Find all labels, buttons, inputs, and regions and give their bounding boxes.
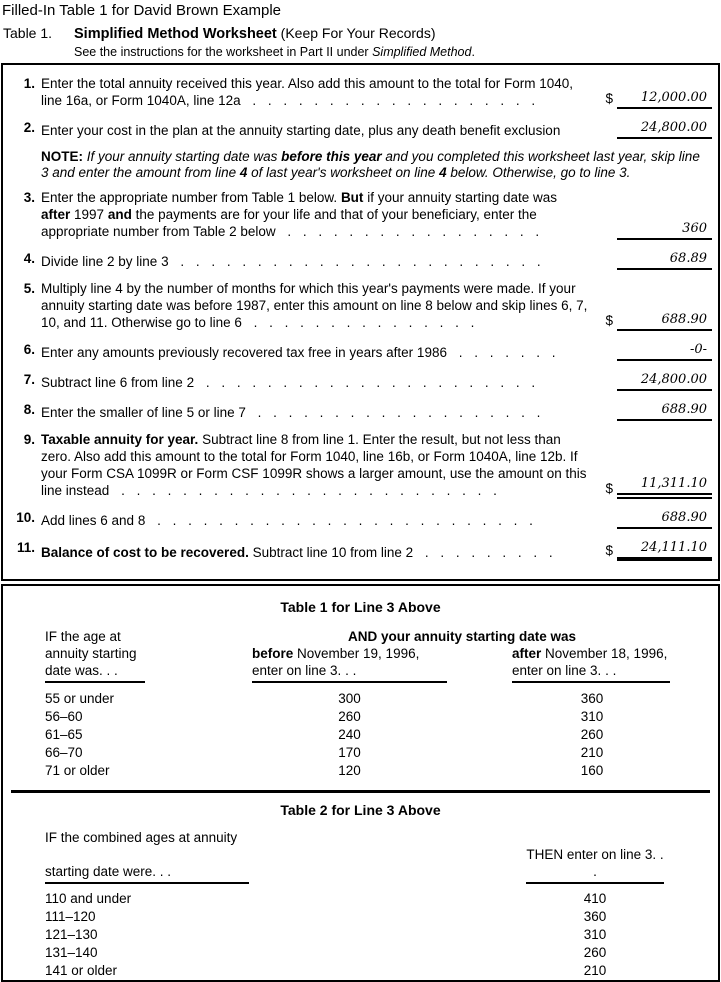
table2-value-cell: 260 xyxy=(583,945,607,960)
table1-row xyxy=(45,762,718,779)
table2-ages-cell: 111–120 xyxy=(45,909,96,924)
table2-ages-cell: 141 or older xyxy=(45,963,118,978)
table1-after-header-line2: enter on line 3. . . xyxy=(512,662,670,683)
item-number: 7. xyxy=(23,372,35,387)
page-title: Filled-In Table 1 for David Brown Example xyxy=(2,2,282,19)
item-amount xyxy=(598,311,718,331)
table-caption-body xyxy=(74,25,475,59)
table1-col1-header-underlined: date was. . . xyxy=(45,662,145,683)
table2-row xyxy=(45,890,718,907)
item-number: 9. xyxy=(23,432,35,447)
table2-value-cell: 360 xyxy=(583,909,607,924)
table1-row-spacer xyxy=(447,690,512,707)
item-number: 3. xyxy=(23,190,35,205)
worksheet-item xyxy=(3,371,718,391)
table1-col1-header-line2: annuity starting xyxy=(45,646,137,661)
item-text xyxy=(41,404,598,421)
item-text xyxy=(41,374,598,391)
worksheet-subheading xyxy=(74,45,475,59)
table2-col2-header-underlined: THEN enter on line 3. . . xyxy=(526,846,664,884)
worksheet-item xyxy=(3,341,718,361)
table2-ages-cell: 110 and under xyxy=(45,891,132,906)
item-text xyxy=(41,544,598,561)
worksheet-heading xyxy=(74,25,475,42)
table1-row xyxy=(45,708,718,725)
item-text-segment: Enter the appropriate number from Table 1 below. xyxy=(41,190,341,205)
worksheet-item xyxy=(3,280,718,331)
worksheet-heading-rest: (Keep For Your Records) xyxy=(276,25,436,41)
table2-row xyxy=(45,926,718,943)
dot-leader: . . . . . . . . . . . . . . . . . . . xyxy=(245,405,541,420)
item-amount xyxy=(598,475,718,499)
note-text-segment: of last year's worksheet on line xyxy=(247,164,440,180)
item-value: 688.90 xyxy=(617,509,712,529)
table2-row xyxy=(45,908,718,925)
item-text-segment: Enter any amounts previously recovered tax free in years after 1986 xyxy=(41,345,447,360)
item-text-segment: Enter your cost in the plan at the annuity starting date, plus any death benefit exclusion xyxy=(41,123,561,138)
item-text xyxy=(41,189,598,240)
table1-before-value: 300 xyxy=(338,691,361,706)
worksheet-item xyxy=(3,431,718,499)
item-text xyxy=(41,512,598,529)
item-amount xyxy=(598,371,718,391)
item-text-segment: Taxable annuity for year. xyxy=(41,432,199,447)
lookup-tables-box xyxy=(1,584,720,982)
table1-header-row-1 xyxy=(45,628,718,645)
item-number: 8. xyxy=(23,402,35,417)
worksheet-box xyxy=(1,63,720,581)
table1-after-header xyxy=(512,645,672,662)
dot-leader: . . . . . . . . . . . . . . . . . . . xyxy=(240,93,536,108)
dot-leader: . . . . . . . xyxy=(446,345,556,360)
table1-after-value: 160 xyxy=(580,763,604,778)
table1-group-header: AND your annuity starting date was xyxy=(347,629,577,644)
table1-age-cell: 66–70 xyxy=(45,745,83,760)
item-amount xyxy=(598,250,718,270)
table1-row xyxy=(45,726,718,743)
worksheet-subheading-suffix: . xyxy=(471,45,475,59)
item-text xyxy=(41,75,598,109)
item-text-segment: and xyxy=(107,207,132,222)
item-value: 68.89 xyxy=(617,250,712,270)
worksheet-item xyxy=(3,401,718,421)
dollar-sign: $ xyxy=(605,91,613,106)
dot-leader: . . . . . . . . . . . . . . . . . . . . . . xyxy=(194,375,536,390)
table-caption-label: Table 1. xyxy=(3,25,53,41)
item-number: 10. xyxy=(16,510,35,525)
worksheet-item xyxy=(3,509,718,529)
worksheet-subheading-italic: Simplified Method xyxy=(372,45,472,59)
item-text-segment: Multiply line 4 by the number of months for which this year's payments were made. If your annuity starting date was before 1987, enter this amount on line 8 below and skip lines 6, 7, 10, and 11. Otherwise go to line 6 xyxy=(41,281,588,330)
note-text-segment: before this year xyxy=(281,149,382,164)
table1-age-cell: 61–65 xyxy=(45,727,83,742)
item-value: 12,000.00 xyxy=(617,89,712,109)
dot-leader: . . . . . . . . . . . . . . . xyxy=(241,315,475,330)
item-text-segment: Enter the total annuity received this year. Also add this amount to the total for Form 1040, line 16a, or Form 1040A, line 12a xyxy=(41,76,574,108)
note-text-segment: 4 xyxy=(439,164,447,180)
table1-after-value: 310 xyxy=(580,709,604,724)
item-value: 24,111.10 xyxy=(617,539,712,561)
table1-row xyxy=(45,690,718,707)
table1-after-value: 360 xyxy=(580,691,604,706)
table2-value-cell: 410 xyxy=(583,891,607,906)
table1-header-row-2 xyxy=(45,645,718,662)
item-text-segment: after xyxy=(41,207,71,222)
table2-row xyxy=(45,944,718,961)
item-text-segment: Subtract line 6 from line 2 xyxy=(41,375,195,390)
item-text-segment: Subtract line 10 from line 2 xyxy=(248,545,414,560)
table2-value-cell: 310 xyxy=(583,927,607,942)
table1-row-spacer xyxy=(447,762,512,779)
table-caption xyxy=(0,25,721,59)
item-text xyxy=(41,431,598,499)
item-number: 2. xyxy=(23,120,35,135)
worksheet-item xyxy=(3,119,718,139)
item-amount xyxy=(598,539,718,561)
table2-ages-cell: 121–130 xyxy=(45,927,98,942)
table2-col2-header xyxy=(515,846,675,884)
table1-row xyxy=(45,744,718,761)
item-text xyxy=(41,253,598,270)
table2-rows xyxy=(3,890,718,979)
table1-row-spacer xyxy=(447,744,512,761)
table1-row-spacer xyxy=(447,708,512,725)
table2-col1-header-underlined: starting date were. . . xyxy=(45,863,249,884)
table1-header-row-3 xyxy=(45,662,718,683)
item-text-segment: But xyxy=(340,190,364,205)
note-text xyxy=(41,149,718,180)
worksheet-note xyxy=(3,149,718,180)
dollar-sign: $ xyxy=(605,481,613,496)
note-text-segment: 4 xyxy=(239,164,248,180)
dot-leader: . . . . . . . . . . . . . . . . . xyxy=(275,224,540,239)
note-label: NOTE: xyxy=(41,149,87,164)
table1-before-value: 260 xyxy=(338,709,361,724)
table1-before-header-rest: November 19, 1996, xyxy=(293,646,420,661)
table1-before-header-bold: before xyxy=(252,646,294,661)
item-amount xyxy=(598,89,718,109)
table1-age-cell: 55 or under xyxy=(45,691,115,706)
item-value: 24,800.00 xyxy=(617,371,712,391)
dollar-sign: $ xyxy=(605,543,613,558)
item-number: 4. xyxy=(23,251,35,266)
item-value: 11,311.10 xyxy=(617,475,712,499)
table2-header-row-2 xyxy=(45,846,718,884)
table1-row-spacer xyxy=(447,726,512,743)
worksheet-item xyxy=(3,539,718,561)
table2 xyxy=(3,829,718,979)
table2-row xyxy=(45,962,718,979)
item-number: 5. xyxy=(23,281,35,296)
item-amount xyxy=(598,509,718,529)
table1-title: Table 1 for Line 3 Above xyxy=(280,599,441,615)
table1-age-cell: 71 or older xyxy=(45,763,110,778)
item-value: -0- xyxy=(617,341,712,361)
tables-divider-rule xyxy=(11,790,710,793)
note-text-segment: below. Otherwise, go to line 3. xyxy=(446,164,631,180)
worksheet-item xyxy=(3,75,718,109)
table1-before-header xyxy=(252,645,447,662)
table2-col1-header-line1: IF the combined ages at annuity xyxy=(45,830,238,845)
item-text-segment: the payments are for your life and that of your beneficiary, enter the appropriate number from Table 2 below xyxy=(41,207,537,239)
table1-rows xyxy=(3,690,718,779)
table1-before-value: 240 xyxy=(338,727,361,742)
item-number: 6. xyxy=(23,342,35,357)
item-text xyxy=(41,344,598,361)
dot-leader: . . . . . . . . . . . . . . . . . . . . . . . . . xyxy=(109,483,497,498)
table2-col1-header-line2 xyxy=(45,863,515,884)
table1-col1-header-line3 xyxy=(45,662,252,683)
item-number: 11. xyxy=(16,540,35,555)
worksheet-item xyxy=(3,250,718,270)
item-text-segment: 1997 xyxy=(70,207,108,222)
item-value: 24,800.00 xyxy=(617,119,712,139)
note-text-segment: and you completed this worksheet last year, skip line 3 and enter the amount from line xyxy=(41,149,700,180)
worksheet-heading-bold: Simplified Method Worksheet xyxy=(74,26,277,42)
item-text-segment: Divide line 2 by line 3 xyxy=(41,254,169,269)
table2-ages-cell: 131–140 xyxy=(45,945,98,960)
item-text-segment: if your annuity starting date was xyxy=(363,190,558,205)
note-text-segment: If your annuity starting date was xyxy=(86,149,282,164)
item-value: 688.90 xyxy=(617,311,712,331)
table1-after-value: 210 xyxy=(580,745,604,760)
table2-header-row-1 xyxy=(45,829,718,846)
dollar-sign: $ xyxy=(605,313,613,328)
dot-leader: . . . . . . . . . . . . . . . . . . . . . . . . . xyxy=(145,513,533,528)
worksheet-item xyxy=(3,189,718,240)
item-value: 688.90 xyxy=(617,401,712,421)
table2-title: Table 2 for Line 3 Above xyxy=(280,802,441,818)
table1-before-header-line2: enter on line 3. . . xyxy=(252,662,447,683)
table1-before-value: 120 xyxy=(338,763,361,778)
item-amount xyxy=(598,119,718,139)
dot-leader: . . . . . . . . . xyxy=(413,545,553,560)
table1-after-header-bold: after xyxy=(512,646,542,661)
item-value: 360 xyxy=(617,220,712,240)
item-text xyxy=(41,280,598,331)
table1-col1-header-line1: IF the age at xyxy=(45,629,121,644)
table1 xyxy=(3,628,718,779)
item-text-segment: Balance of cost to be recovered. xyxy=(41,545,249,560)
item-amount xyxy=(598,341,718,361)
table1-age-cell: 56–60 xyxy=(45,709,83,724)
item-text-segment: Add lines 6 and 8 xyxy=(41,513,146,528)
worksheet-subheading-prefix: See the instructions for the worksheet in Part II under xyxy=(74,45,373,59)
item-text-segment: Subtract line 8 from line 1. Enter the result, but not less than zero. Also add this amount to the total for Form 1040, line 16b, or Form 1040A, line 12b. If your Form CSA 1099R or Form CSF 1099R shows a larger amount, use the amount on this line instead xyxy=(41,432,587,498)
dot-leader: . . . . . . . . . . . . . . . . . . . . . . . . xyxy=(168,254,541,269)
item-text-segment: Enter the smaller of line 5 or line 7 xyxy=(41,405,246,420)
item-number: 1. xyxy=(23,76,35,91)
worksheet-items xyxy=(3,75,718,561)
table1-after-header-rest: November 18, 1996, xyxy=(541,646,668,661)
item-text xyxy=(41,122,598,139)
table1-before-value: 170 xyxy=(338,745,361,760)
item-amount xyxy=(598,401,718,421)
table1-after-value: 260 xyxy=(580,727,604,742)
item-amount xyxy=(598,220,718,240)
table2-value-cell: 210 xyxy=(583,963,607,978)
